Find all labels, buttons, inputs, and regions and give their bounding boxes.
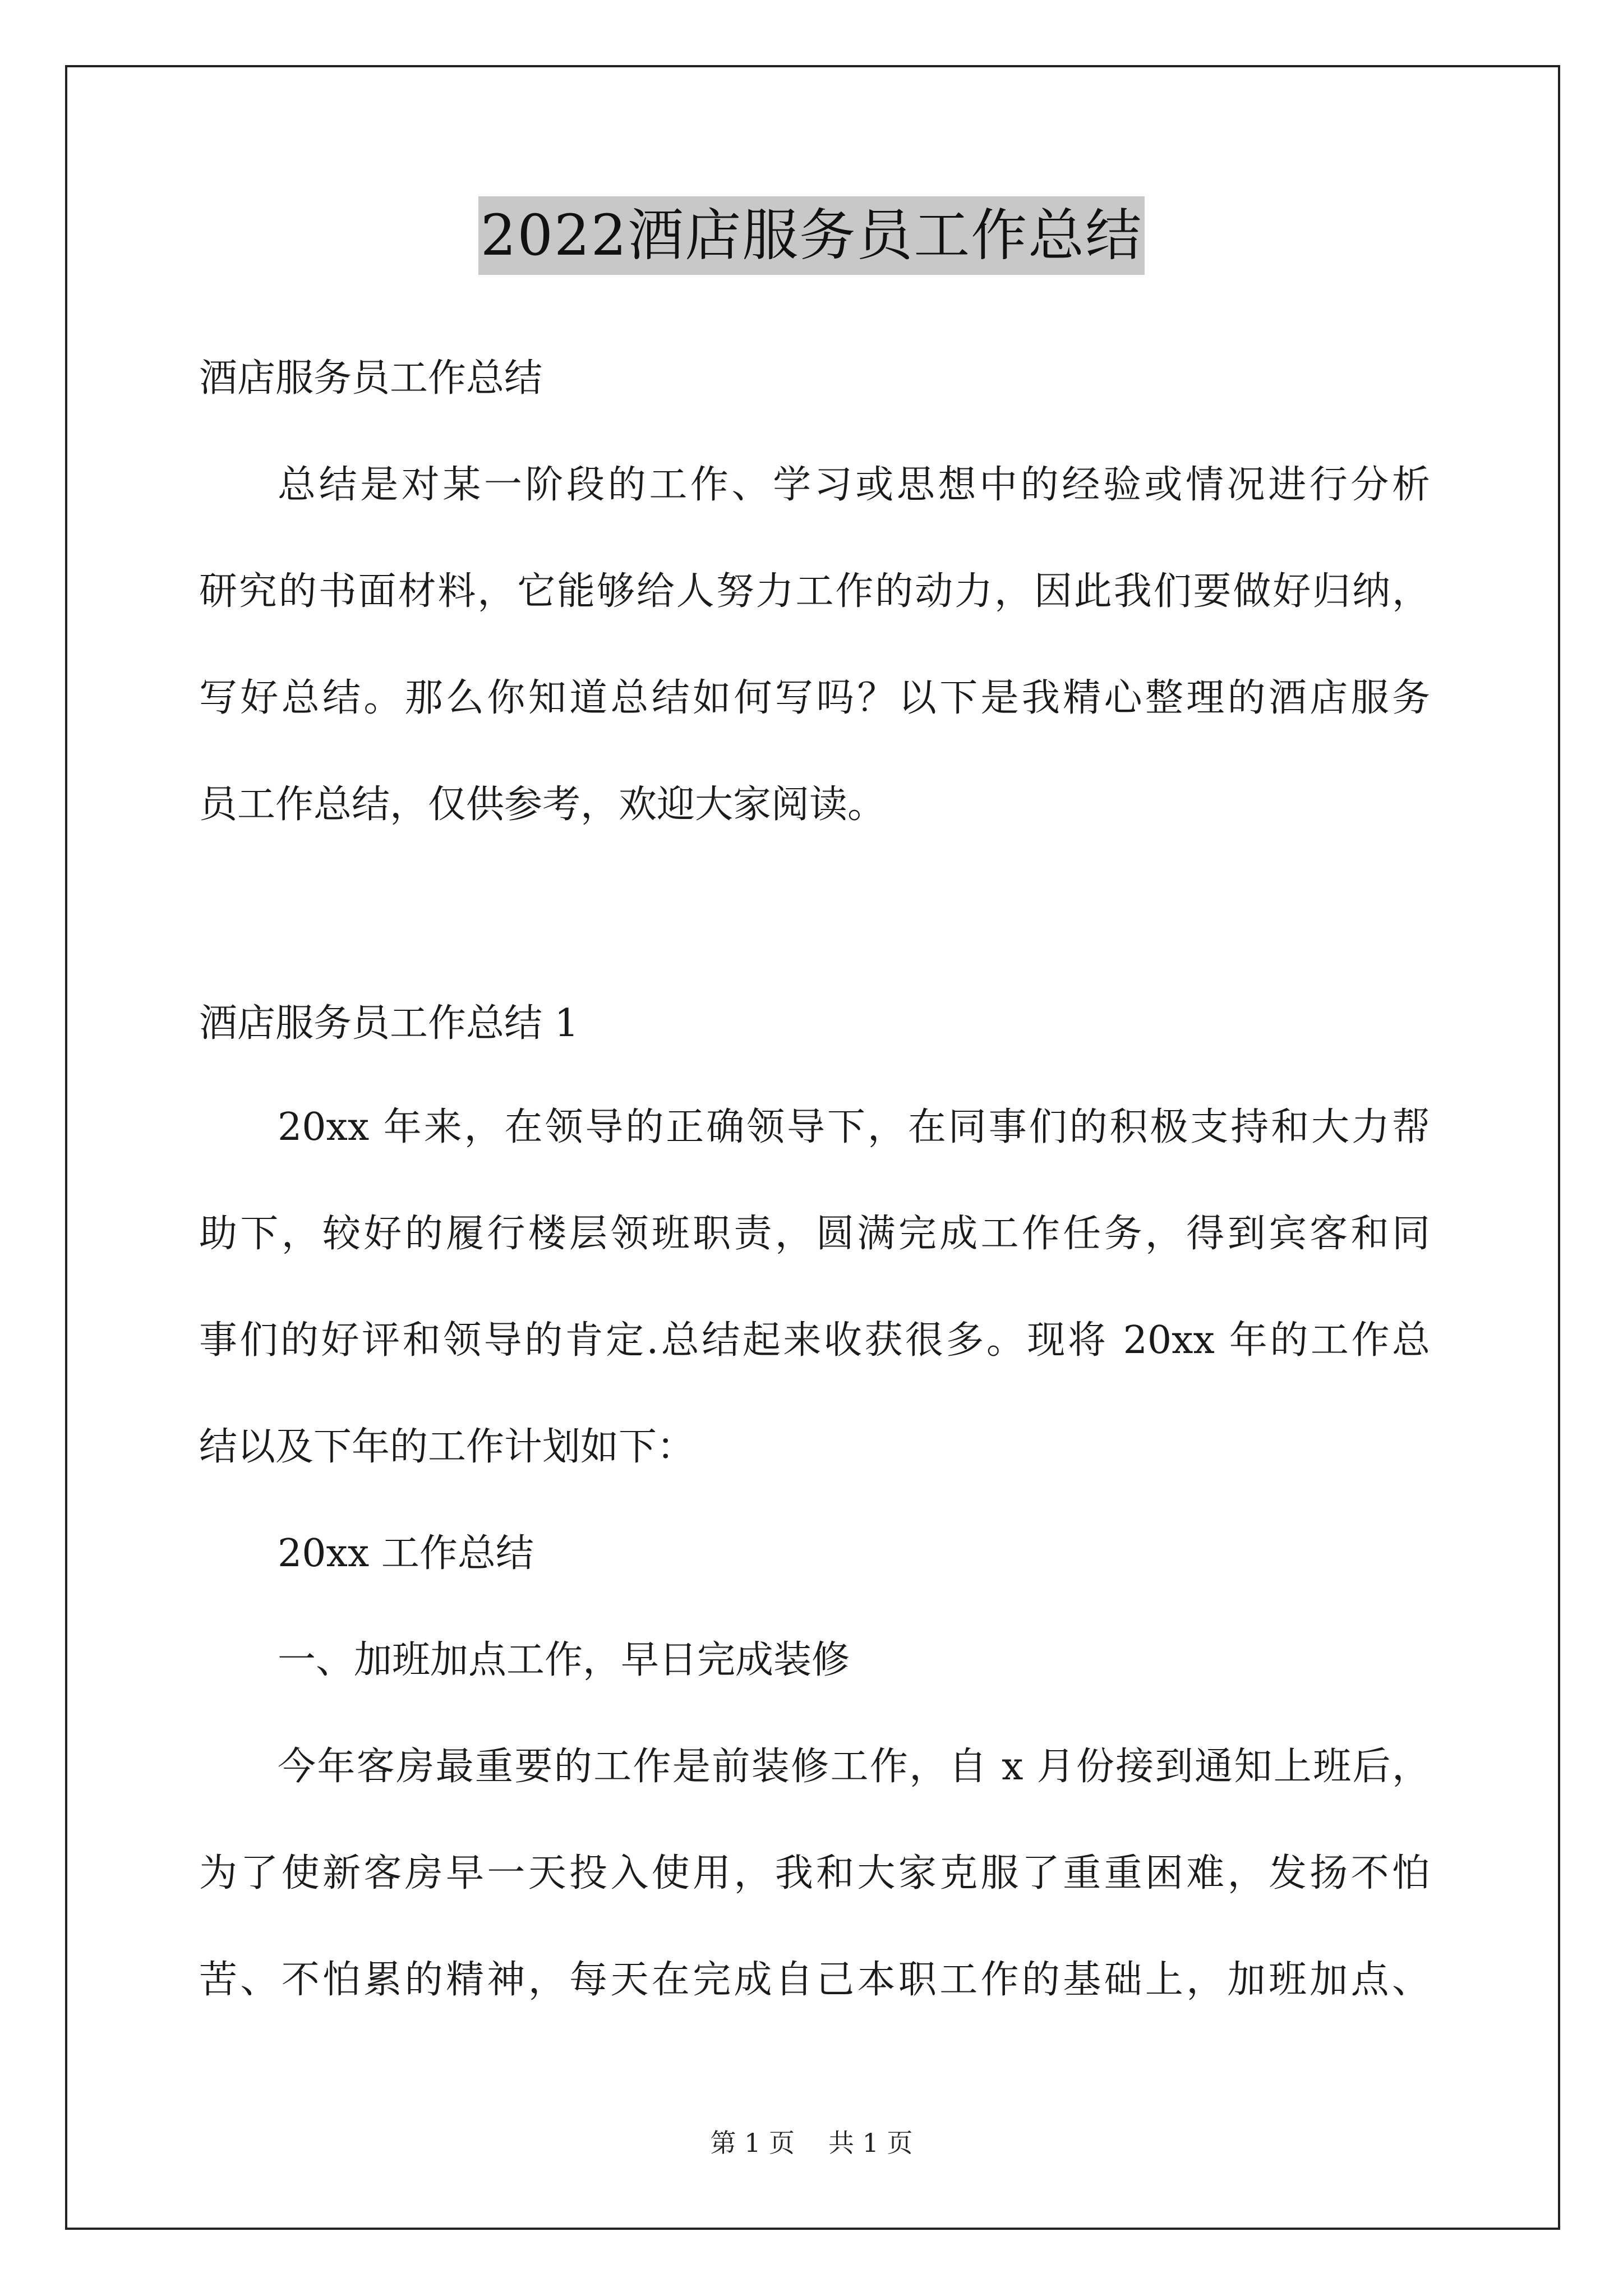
page-number-total: 共 1 页 <box>828 2128 913 2158</box>
page-number-current: 第 1 页 <box>710 2128 795 2158</box>
paragraph-line: 结以及下年的工作计划如下： <box>199 1425 695 1469</box>
page-footer <box>0 2126 1623 2160</box>
paragraph-line: 20xx 年来，在领导的正确领导下，在同事们的积极支持和大力帮 <box>278 1105 1430 1149</box>
paragraph-line: 研究的书面材料，它能够给人努力工作的动力，因此我们要做好归纳， <box>199 569 1430 614</box>
document-title: 2022酒店服务员工作总结 <box>478 196 1145 275</box>
subsection-heading: 20xx 工作总结 <box>278 1531 534 1576</box>
section-heading: 酒店服务员工作总结 1 <box>199 1001 579 1046</box>
paragraph-line: 苦、不怕累的精神，每天在完成自己本职工作的基础上，加班加点、 <box>199 1958 1430 2002</box>
paragraph-line: 总结是对某一阶段的工作、学习或思想中的经验或情况进行分析 <box>278 463 1430 507</box>
section-heading: 酒店服务员工作总结 <box>199 356 543 401</box>
paragraph-line: 今年客房最重要的工作是前装修工作，自 x 月份接到通知上班后， <box>278 1745 1430 1789</box>
paragraph-line: 员工作总结，仅供参考，欢迎大家阅读。 <box>199 783 886 827</box>
paragraph-line: 事们的好评和领导的肯定.总结起来收获很多。现将 20xx 年的工作总 <box>199 1318 1430 1363</box>
paragraph-line: 助下，较好的履行楼层领班职责，圆满完成工作任务，得到宾客和同 <box>199 1212 1430 1256</box>
subsection-heading: 一、加班加点工作，早日完成装修 <box>278 1638 850 1682</box>
paragraph-line: 写好总结。那么你知道总结如何写吗？以下是我精心整理的酒店服务 <box>199 676 1430 720</box>
paragraph-line: 为了使新客房早一天投入使用，我和大家克服了重重困难，发扬不怕 <box>199 1851 1430 1895</box>
title-container <box>0 196 1623 275</box>
